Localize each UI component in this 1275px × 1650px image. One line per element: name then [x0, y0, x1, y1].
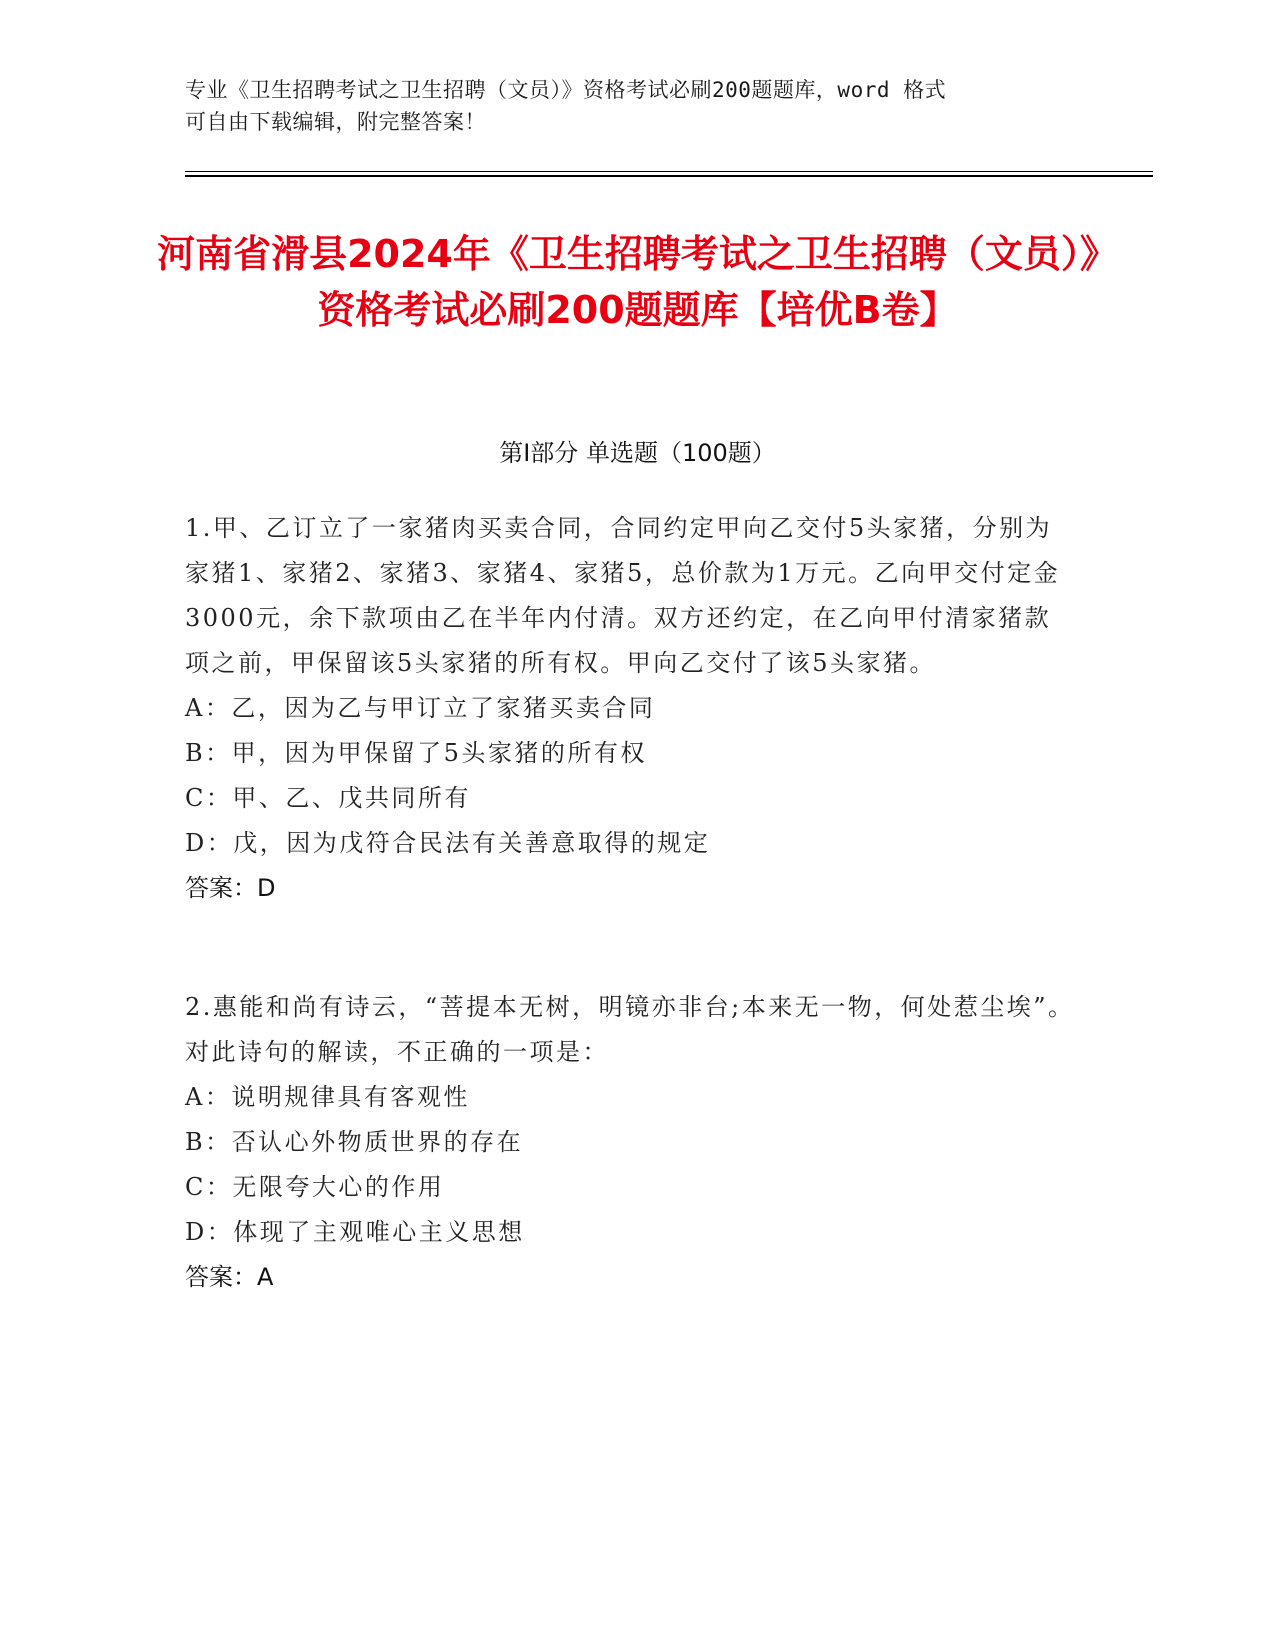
option-b: B：甲，因为甲保留了5头家猪的所有权	[185, 739, 647, 767]
option-a: A：乙，因为乙与甲订立了家猪买卖合同	[185, 694, 656, 722]
option-a: A：说明规律具有客观性	[185, 1083, 470, 1111]
question-1	[185, 506, 1075, 911]
document-title: 河南省滑县2024年《卫生招聘考试之卫生招聘（文员）》资格考试必刷200题题库【培优B卷】	[157, 232, 1118, 332]
header-note-line-1: 专业《卫生招聘考试之卫生招聘（文员）》资格考试必刷200题题库，word 格式	[185, 78, 947, 102]
section-heading: 第I部分 单选题（100题）	[499, 439, 776, 467]
answer-label: 答案：D	[185, 874, 276, 902]
question-stem: 2.惠能和尚有诗云，“菩提本无树，明镜亦非台;本来无一物，何处惹尘埃”。对此诗句的解读，不正确的一项是：	[185, 993, 1075, 1066]
option-d: D：体现了主观唯心主义思想	[185, 1218, 525, 1246]
question-2	[185, 985, 1075, 1300]
header-rule-thin	[185, 171, 1153, 172]
header-rule-thick	[185, 175, 1153, 177]
option-d: D：戊，因为戊符合民法有关善意取得的规定	[185, 829, 711, 857]
option-b: B：否认心外物质世界的存在	[185, 1128, 524, 1156]
option-c: C：甲、乙、戊共同所有	[185, 784, 471, 812]
header-note	[185, 74, 1065, 138]
option-c: C：无限夸大心的作用	[185, 1173, 445, 1201]
header-note-line-2: 可自由下载编辑，附完整答案！	[185, 110, 486, 134]
answer-label: 答案：A	[185, 1263, 274, 1291]
question-stem: 1.甲、乙订立了一家猪肉买卖合同，合同约定甲向乙交付5头家猪，分别为家猪1、家猪2、家猪3、家猪4、家猪5，总价款为1万元。乙向甲交付定金3000元，余下款项由乙在半年内付清。双方还约定，在乙向甲付清家猪款项之前，甲保留该5头家猪的所有权。甲向乙交付了该5头家猪。	[185, 514, 1061, 677]
